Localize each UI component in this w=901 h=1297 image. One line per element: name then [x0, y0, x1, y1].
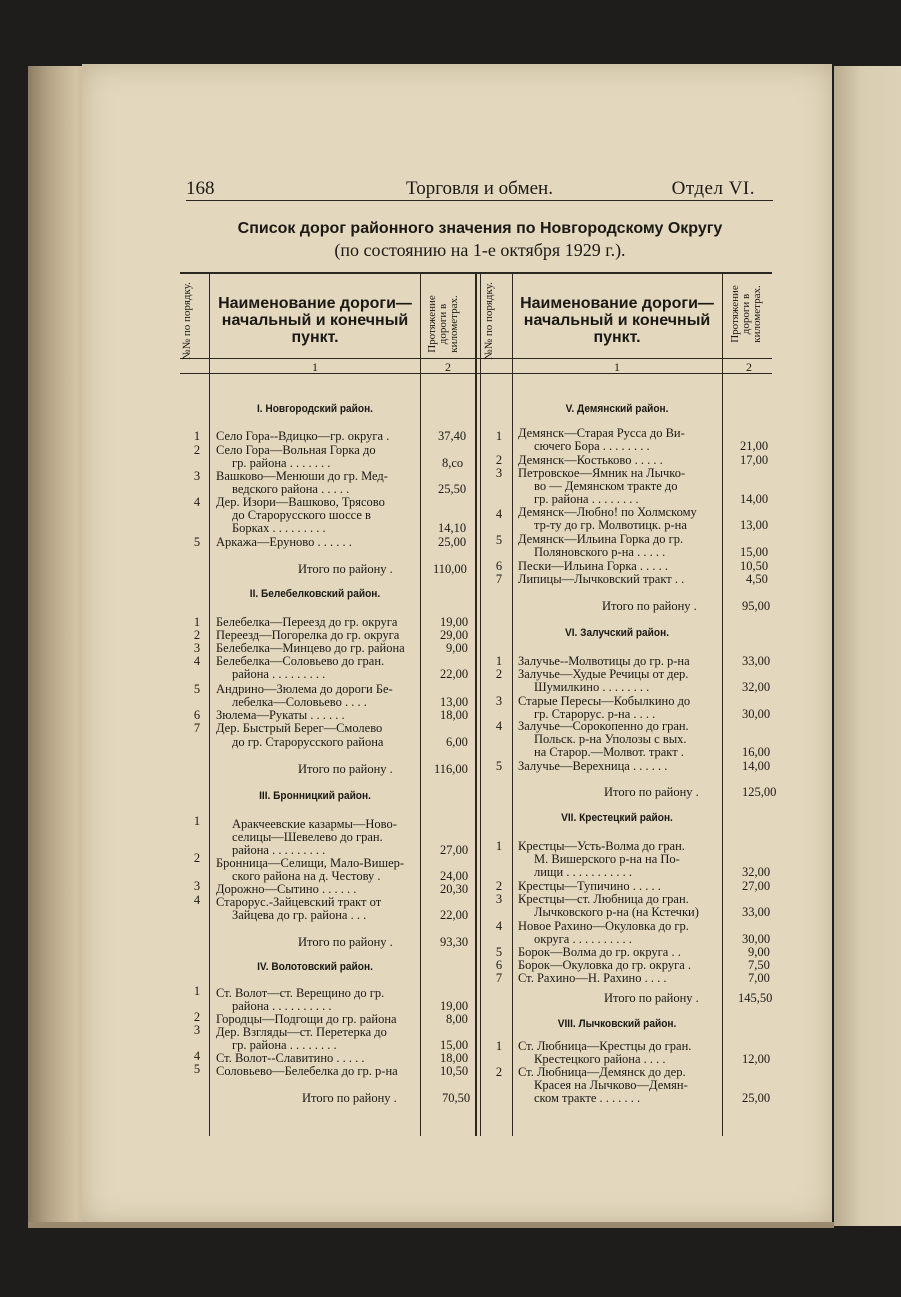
road-name-cont: до гр. Старорусского района	[232, 735, 384, 749]
row-number: 1	[495, 839, 503, 853]
road-length: 25,00	[438, 535, 467, 549]
road-length: 19,00	[440, 999, 469, 1013]
road-name: Городцы—Подгощи до гр. района	[216, 1012, 397, 1026]
row-number: 7	[193, 721, 201, 735]
center-divider-a	[475, 274, 477, 1136]
row-number: 1	[193, 984, 201, 998]
road-length: 4,50	[746, 572, 768, 586]
road-name: Зюлема—Рукаты . . . . . .	[216, 708, 345, 722]
road-name-cont: Красея на Лычково—Демян-	[534, 1078, 688, 1092]
road-name-cont: ского района на д. Честову .	[232, 869, 381, 883]
road-length: 25,00	[742, 1091, 771, 1105]
road-length: 12,00	[742, 1052, 771, 1066]
road-length: 32,00	[742, 680, 771, 694]
road-name-cont: сючего Бора . . . . . . . .	[534, 439, 650, 453]
road-length: 13,00	[740, 518, 769, 532]
road-name: Бронница—Селищи, Мало-Вишер-	[216, 856, 405, 870]
row-number: 1	[495, 1039, 503, 1053]
right-len-col-rule	[722, 274, 723, 1136]
road-length: 9,00	[748, 945, 770, 959]
row-number: 5	[495, 945, 503, 959]
road-name: Ст. Рахино—Н. Рахино . . . .	[518, 971, 667, 985]
row-number: 3	[495, 892, 503, 906]
road-name: Залучье—Верехница . . . . . .	[518, 759, 668, 773]
col-header-length-left: Протяжение дороги в километрах.	[426, 295, 460, 353]
row-number: 4	[495, 719, 503, 733]
district-total-label: Итого по району .	[298, 762, 393, 776]
row-number: 2	[193, 1010, 201, 1024]
row-number: 1	[193, 429, 201, 443]
road-name: Петровское—Ямник на Лычко-	[518, 466, 686, 480]
road-length: 37,40	[438, 429, 467, 443]
district-total-label: Итого по району .	[604, 991, 699, 1005]
district-total-label: Итого по району .	[298, 935, 393, 949]
row-number: 4	[193, 495, 201, 509]
road-name-cont: тр-ту до гр. Молвотицк. р-на	[534, 518, 687, 532]
row-number: 5	[193, 682, 201, 696]
road-name: Ст. Волот--Славитино . . . . .	[216, 1051, 365, 1065]
district-title: III. Бронницкий район.	[259, 790, 371, 802]
road-length: 10,50	[740, 559, 769, 573]
road-length: 17,00	[740, 453, 769, 467]
road-length: 22,00	[440, 908, 469, 922]
road-name: Новое Рахино—Окуловка до гр.	[518, 919, 689, 933]
road-name: Аркажа—Еруново . . . . . .	[216, 535, 352, 549]
road-name: Залучье—Сорокопенно до гран.	[518, 719, 689, 733]
road-length: 7,50	[748, 958, 770, 972]
road-name: Борок—Волма до гр. округа . .	[518, 945, 681, 959]
road-length: 30,00	[742, 932, 771, 946]
district-title: IV. Волотовский район.	[257, 961, 373, 973]
district-total: 110,00	[433, 562, 467, 576]
road-length: 18,00	[440, 1051, 469, 1065]
road-name-cont: Шумилкино . . . . . . . .	[534, 680, 650, 694]
road-name: Демянск—Любно! по Холмскому	[518, 505, 697, 519]
road-name-cont: лебелка—Соловьево . . . .	[232, 695, 367, 709]
row-number: 3	[495, 694, 503, 708]
row-number: 2	[495, 453, 503, 467]
row-number: 7	[495, 572, 503, 586]
road-length: 18,00	[440, 708, 469, 722]
road-name: Белебелка—Минцево до гр. района	[216, 641, 405, 655]
road-name: Село Гора--Вдицко—гр. округа .	[216, 429, 390, 443]
road-name: Ст. Любница—Крестцы до гран.	[518, 1039, 692, 1053]
row-number: 3	[495, 466, 503, 480]
road-length: 30,00	[742, 707, 771, 721]
road-name: Демянск—Старая Русса до Ви-	[518, 426, 685, 440]
road-length: 33,00	[742, 905, 771, 919]
road-name-cont: гр. Старорус. р-на . . . .	[534, 707, 656, 721]
road-length: 15,00	[440, 1038, 469, 1052]
row-number: 7	[495, 971, 503, 985]
col-header-name-left: Наименование дороги— начальный и конечный пункт.	[218, 295, 412, 346]
table-subtitle: (по состоянию на 1-е октября 1929 г.).	[334, 240, 626, 260]
road-length: 20,30	[440, 882, 469, 896]
road-length: 14,00	[740, 492, 769, 506]
road-name-cont: ском тракте . . . . . . .	[534, 1091, 641, 1105]
road-name: Залучье--Молвотицы до гр. р-на	[518, 654, 690, 668]
road-name-cont: Борках . . . . . . . . .	[232, 521, 326, 535]
district-total: 125,00	[742, 785, 777, 799]
col-index-2-right: 2	[746, 360, 752, 374]
road-name-cont: Поляновского р-на . . . . .	[534, 545, 666, 559]
row-number: 5	[495, 759, 503, 773]
road-name: Пески—Ильина Горка . . . . .	[518, 559, 669, 573]
row-number: 5	[193, 1062, 201, 1076]
road-name: Белебелка—Переезд до гр. округа	[216, 615, 398, 629]
row-number: 1	[193, 814, 201, 828]
road-length: 8,co	[442, 456, 464, 470]
district-title: VIII. Лычковский район.	[557, 1018, 677, 1030]
road-length: 27,00	[440, 843, 469, 857]
row-number: 6	[495, 958, 503, 972]
road-name: Крестцы—ст. Любница до гран.	[518, 892, 689, 906]
road-name-cont: гр. района . . . . . . .	[232, 456, 331, 470]
road-name: Село Гора—Вольная Горка до	[216, 443, 376, 457]
row-number: 4	[193, 893, 201, 907]
running-title: Торговля и обмен.	[406, 178, 553, 199]
road-name-cont: гр. района . . . . . . . .	[534, 492, 639, 506]
road-name: Дорожно—Сытино . . . . . .	[216, 882, 357, 896]
road-name: Андрино—Зюлема до дороги Бе-	[216, 682, 393, 696]
row-number: 6	[495, 559, 503, 573]
road-name: Демянск—Ильина Горка до гр.	[518, 532, 684, 546]
next-page-edge	[834, 66, 901, 1226]
road-name-cont: во — Демянском тракте до	[534, 479, 678, 493]
road-name: Ст. Любница—Демянск до дер.	[518, 1065, 686, 1079]
row-number: 4	[495, 919, 503, 933]
road-name: Залучье—Худые Речицы от дер.	[518, 667, 689, 681]
road-length: 29,00	[440, 628, 469, 642]
row-number: 1	[193, 615, 201, 629]
road-length: 19,00	[440, 615, 469, 629]
road-name-cont: М. Вишерского р-на на По-	[534, 852, 680, 866]
col-header-name-right: Наименование дороги— начальный и конечный пункт.	[520, 295, 714, 346]
district-total-label: Итого по району .	[298, 562, 393, 576]
district-total-label: Итого по району .	[602, 599, 697, 613]
road-length: 22,00	[440, 667, 469, 681]
row-number: 3	[193, 641, 201, 655]
row-number: 4	[193, 1049, 201, 1063]
book-bottom-edge	[28, 1222, 834, 1228]
district-total: 93,30	[440, 935, 469, 949]
road-length: 14,00	[742, 759, 771, 773]
running-header	[186, 176, 773, 201]
road-name: Дер. Взгляды—ст. Перетерка до	[216, 1025, 387, 1039]
road-name: Аракчеевские казармы—Ново-	[232, 817, 397, 831]
district-title: VI. Залучский район.	[564, 627, 670, 639]
road-name: Дер. Изори—Вашково, Трясово	[216, 495, 385, 509]
row-number: 2	[495, 1065, 503, 1079]
row-number: 2	[495, 667, 503, 681]
district-total-label: Итого по району .	[604, 785, 699, 799]
col-header-number-left: №№ по порядку.	[181, 282, 193, 360]
road-length: 6,00	[446, 735, 468, 749]
road-name: Борок—Окуловка до гр. округа .	[518, 958, 692, 972]
district-total: 70,50	[442, 1091, 471, 1105]
row-number: 1	[495, 429, 503, 443]
road-name-cont: селицы—Шевелево до гран.	[232, 830, 383, 844]
page-number: 168	[186, 178, 215, 199]
road-name: Переезд—Погорелка до гр. округа	[216, 628, 400, 642]
road-name: Демянск—Костьково . . . . .	[518, 453, 663, 467]
col-header-number-right: №№ по порядку.	[483, 282, 495, 360]
row-number: 2	[495, 879, 503, 893]
left-num-col-rule	[209, 274, 210, 1136]
road-name: Липицы—Лычковский тракт . .	[518, 572, 685, 586]
road-length: 10,50	[440, 1064, 469, 1078]
road-name-cont: района . . . . . . . . .	[232, 667, 326, 681]
book-edge	[28, 66, 88, 1228]
row-number: 1	[495, 654, 503, 668]
road-length: 8,00	[446, 1012, 468, 1026]
road-length: 9,00	[446, 641, 468, 655]
row-number: 3	[193, 879, 201, 893]
district-title: I. Новгородский район.	[256, 403, 374, 415]
road-length: 15,00	[740, 545, 769, 559]
road-name: Старые Пересы—Кобылкино до	[518, 694, 691, 708]
section-label: Отдел VI.	[671, 178, 755, 199]
road-name-cont: Лычковского р-на (на Кстечки)	[534, 905, 699, 919]
road-name-cont: Польск. р-на Уполозы с вых.	[534, 732, 687, 746]
row-number: 4	[495, 507, 503, 521]
road-name-cont: гр. района . . . . . . . .	[232, 1038, 337, 1052]
road-name-cont: на Старор.—Молвот. тракт .	[534, 745, 684, 759]
road-name: Старорус.-Зайцевский тракт от	[216, 895, 382, 909]
road-length: 33,00	[742, 654, 771, 668]
row-number: 5	[495, 533, 503, 547]
center-divider-b	[480, 274, 481, 1136]
road-name-cont: до Старорусского шоссе в	[232, 508, 371, 522]
road-length: 32,00	[742, 865, 771, 879]
row-number: 3	[193, 469, 201, 483]
road-length: 27,00	[742, 879, 771, 893]
road-name-cont: района . . . . . . . . .	[232, 843, 326, 857]
road-name-cont: района . . . . . . . . . .	[232, 999, 332, 1013]
district-total-label: Итого по району .	[302, 1091, 397, 1105]
road-length: 14,10	[438, 521, 467, 535]
row-number: 4	[193, 654, 201, 668]
road-name-cont: округа . . . . . . . . . .	[534, 932, 632, 946]
road-name: Крестцы—Тупичино . . . . .	[518, 879, 661, 893]
road-name: Вашково—Менюши до гр. Мед-	[216, 469, 388, 483]
district-total: 116,00	[434, 762, 468, 776]
col-index-1-left: 1	[312, 360, 318, 374]
road-name: Крестцы—Усть-Волма до гран.	[518, 839, 685, 853]
road-length: 16,00	[742, 745, 771, 759]
district-title: II. Белебелковский район.	[249, 588, 381, 600]
col-header-length-right: Протяжение дороги в километрах.	[729, 285, 763, 343]
district-total: 95,00	[742, 599, 771, 613]
road-length: 13,00	[440, 695, 469, 709]
road-name: Дер. Быстрый Берег—Смолево	[216, 721, 383, 735]
row-number: 3	[193, 1023, 201, 1037]
district-title: V. Демянский район.	[565, 403, 669, 415]
table-title: Список дорог районного значения по Новгородскому Округу	[237, 220, 723, 237]
road-name-cont: Зайцева до гр. района . . .	[232, 908, 367, 922]
road-length: 21,00	[740, 439, 769, 453]
road-name: Соловьево—Белебелка до гр. р-на	[216, 1064, 398, 1078]
road-length: 25,50	[438, 482, 467, 496]
row-number: 6	[193, 708, 201, 722]
left-len-col-rule	[420, 274, 421, 1136]
road-name-cont: Крестецкого района . . . .	[534, 1052, 666, 1066]
row-number: 2	[193, 628, 201, 642]
district-total: 145,50	[738, 991, 773, 1005]
road-name: Белебелка—Соловьево до гран.	[216, 654, 385, 668]
road-length: 7,00	[748, 971, 770, 985]
district-title: VII. Крестецкий район.	[561, 812, 673, 824]
road-name-cont: ведского района . . . . .	[232, 482, 350, 496]
row-number: 5	[193, 535, 201, 549]
row-number: 2	[193, 443, 201, 457]
road-length: 24,00	[440, 869, 469, 883]
road-name: Ст. Волот—ст. Верещино до гр.	[216, 986, 385, 1000]
col-index-1-right: 1	[614, 360, 620, 374]
col-index-2-left: 2	[445, 360, 451, 374]
row-number: 2	[193, 851, 201, 865]
right-num-col-rule	[512, 274, 513, 1136]
road-name-cont: лищи . . . . . . . . . . .	[534, 865, 632, 879]
